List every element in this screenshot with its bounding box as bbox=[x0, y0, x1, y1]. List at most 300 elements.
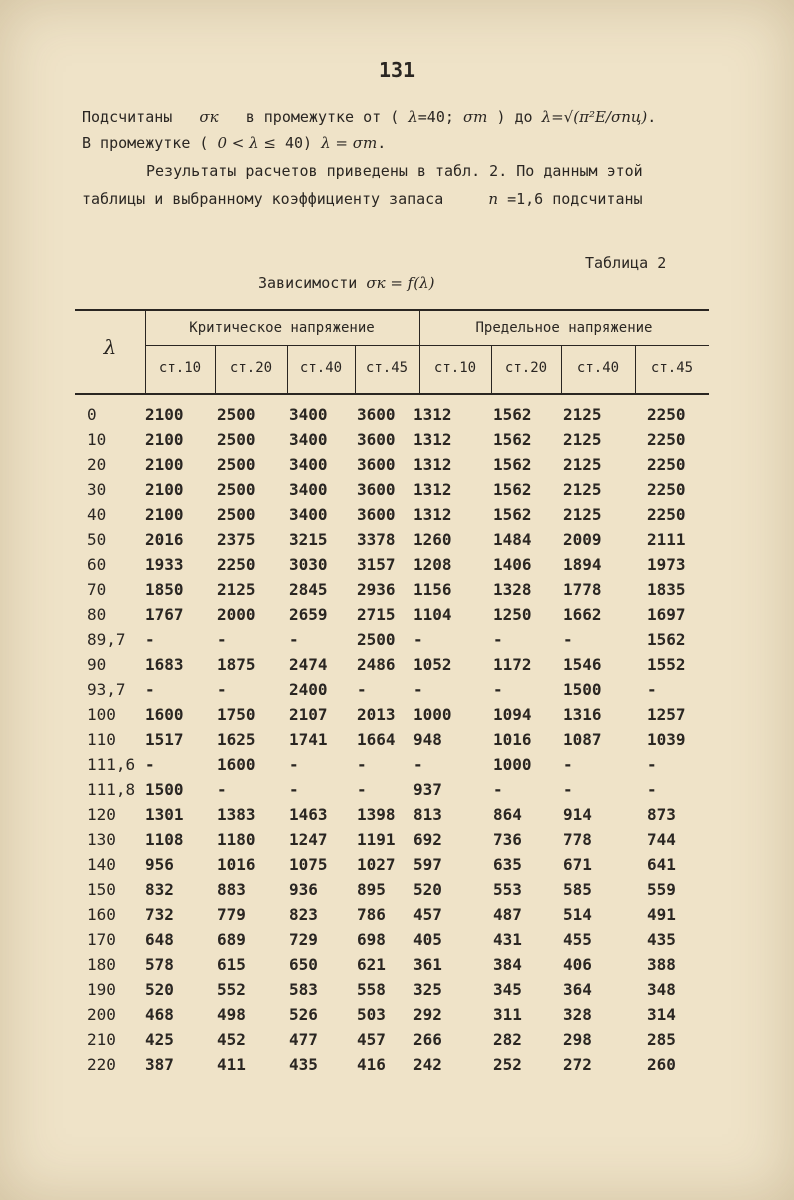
subheader: ст.10 bbox=[158, 360, 202, 376]
value-cell: 3600 bbox=[357, 430, 396, 449]
value-cell: 937 bbox=[413, 780, 442, 799]
lambda-cell: 50 bbox=[87, 530, 107, 549]
value-cell: 1552 bbox=[647, 655, 686, 674]
value-cell: 1316 bbox=[563, 705, 602, 724]
value-cell: 1312 bbox=[413, 405, 452, 424]
value-cell: 1894 bbox=[563, 555, 602, 574]
value-cell: 3400 bbox=[289, 505, 328, 524]
value-cell: 1973 bbox=[647, 555, 686, 574]
value-cell: 1750 bbox=[217, 705, 256, 724]
table-row bbox=[75, 730, 715, 755]
value-cell: - bbox=[563, 630, 573, 649]
value-cell: 1016 bbox=[217, 855, 256, 874]
value-cell: 1600 bbox=[145, 705, 184, 724]
table-row bbox=[75, 830, 715, 855]
value-cell: 813 bbox=[413, 805, 442, 824]
value-cell: 1383 bbox=[217, 805, 256, 824]
value-cell: 1664 bbox=[357, 730, 396, 749]
lambda-cell: 111,6 bbox=[87, 755, 136, 774]
table-row bbox=[75, 655, 715, 680]
lambda-cell: 140 bbox=[87, 855, 116, 874]
header-divider bbox=[145, 345, 709, 346]
value-cell: 597 bbox=[413, 855, 442, 874]
value-cell: 1546 bbox=[563, 655, 602, 674]
value-cell: - bbox=[289, 755, 299, 774]
table-row bbox=[75, 980, 715, 1005]
value-cell: 2845 bbox=[289, 580, 328, 599]
value-cell: 345 bbox=[493, 980, 522, 999]
value-cell: 1039 bbox=[647, 730, 686, 749]
text-fragment: . bbox=[377, 134, 387, 152]
value-cell: 873 bbox=[647, 805, 676, 824]
value-cell: 242 bbox=[413, 1055, 442, 1074]
value-cell: 3157 bbox=[357, 555, 396, 574]
value-cell: 559 bbox=[647, 880, 676, 899]
value-cell: 689 bbox=[217, 930, 246, 949]
lambda-cell: 180 bbox=[87, 955, 116, 974]
value-cell: 325 bbox=[413, 980, 442, 999]
value-cell: 2250 bbox=[647, 405, 686, 424]
value-cell: 1406 bbox=[493, 555, 532, 574]
table-row bbox=[75, 705, 715, 730]
lambda-cell: 20 bbox=[87, 455, 107, 474]
text-fragment: =1,6 подсчитаны bbox=[507, 190, 643, 208]
value-cell: 553 bbox=[493, 880, 522, 899]
lambda-cell: 170 bbox=[87, 930, 116, 949]
lambda-cell: 93,7 bbox=[87, 680, 126, 699]
value-cell: 520 bbox=[413, 880, 442, 899]
value-cell: 1052 bbox=[413, 655, 452, 674]
lambda-cell: 30 bbox=[87, 480, 107, 499]
lambda-formula: λ=√(π²E/σпц) bbox=[541, 108, 648, 126]
value-cell: 1625 bbox=[217, 730, 256, 749]
value-cell: - bbox=[145, 755, 155, 774]
value-cell: 2400 bbox=[289, 680, 328, 699]
value-cell: 578 bbox=[145, 955, 174, 974]
value-cell: 1562 bbox=[493, 480, 532, 499]
value-cell: 431 bbox=[493, 930, 522, 949]
value-cell: 779 bbox=[217, 905, 246, 924]
value-cell: 2107 bbox=[289, 705, 328, 724]
value-cell: 948 bbox=[413, 730, 442, 749]
text-fragment: таблицы и выбранному коэффициенту запаса bbox=[82, 190, 444, 208]
value-cell: 1767 bbox=[145, 605, 184, 624]
value-cell: - bbox=[217, 780, 227, 799]
value-cell: 1500 bbox=[563, 680, 602, 699]
table-row bbox=[75, 930, 715, 955]
value-cell: 1562 bbox=[493, 455, 532, 474]
value-cell: 832 bbox=[145, 880, 174, 899]
table-row bbox=[75, 855, 715, 880]
value-cell: 425 bbox=[145, 1030, 174, 1049]
value-cell: 2250 bbox=[647, 455, 686, 474]
value-cell: 2936 bbox=[357, 580, 396, 599]
lambda-header: λ bbox=[103, 335, 117, 359]
value-cell: 1260 bbox=[413, 530, 452, 549]
subheader: ст.10 bbox=[433, 360, 477, 376]
value-cell: 3600 bbox=[357, 455, 396, 474]
group-header-critical: Критическое напряжение bbox=[189, 320, 375, 336]
value-cell: 3400 bbox=[289, 405, 328, 424]
value-cell: 2500 bbox=[217, 480, 256, 499]
value-cell: 1933 bbox=[145, 555, 184, 574]
value-cell: 1562 bbox=[493, 505, 532, 524]
lambda-cell: 0 bbox=[87, 405, 97, 424]
value-cell: 1108 bbox=[145, 830, 184, 849]
value-cell: 2715 bbox=[357, 605, 396, 624]
value-cell: 285 bbox=[647, 1030, 676, 1049]
value-cell: 671 bbox=[563, 855, 592, 874]
table-body bbox=[75, 405, 715, 1080]
sigma-t-symbol: σт bbox=[462, 108, 488, 126]
lambda-cell: 40 bbox=[87, 505, 107, 524]
table-row bbox=[75, 1055, 715, 1080]
value-cell: 311 bbox=[493, 1005, 522, 1024]
value-cell: 1778 bbox=[563, 580, 602, 599]
value-cell: 3600 bbox=[357, 405, 396, 424]
value-cell: 1301 bbox=[145, 805, 184, 824]
value-cell: 1000 bbox=[413, 705, 452, 724]
table-row bbox=[75, 755, 715, 780]
value-cell: 292 bbox=[413, 1005, 442, 1024]
value-cell: 692 bbox=[413, 830, 442, 849]
lambda-cell: 90 bbox=[87, 655, 107, 674]
value-cell: 1104 bbox=[413, 605, 452, 624]
value-cell: - bbox=[413, 630, 423, 649]
value-cell: 364 bbox=[563, 980, 592, 999]
value-cell: 2500 bbox=[217, 455, 256, 474]
value-cell: 514 bbox=[563, 905, 592, 924]
table-row bbox=[75, 955, 715, 980]
value-cell: 3030 bbox=[289, 555, 328, 574]
value-cell: 558 bbox=[357, 980, 386, 999]
table-row bbox=[75, 880, 715, 905]
table-row bbox=[75, 1030, 715, 1055]
value-cell: 2125 bbox=[217, 580, 256, 599]
table-row bbox=[75, 780, 715, 805]
table-row bbox=[75, 605, 715, 630]
paragraph-line-1 bbox=[82, 108, 656, 126]
value-cell: 1087 bbox=[563, 730, 602, 749]
value-cell: 2100 bbox=[145, 430, 184, 449]
value-cell: 1027 bbox=[357, 855, 396, 874]
value-cell: 729 bbox=[289, 930, 318, 949]
value-cell: 2013 bbox=[357, 705, 396, 724]
value-cell: - bbox=[563, 755, 573, 774]
lambda-cell: 160 bbox=[87, 905, 116, 924]
value-cell: - bbox=[357, 755, 367, 774]
group-header-limit: Предельное напряжение bbox=[475, 320, 653, 336]
value-cell: 2111 bbox=[647, 530, 686, 549]
value-cell: - bbox=[647, 780, 657, 799]
value-cell: 552 bbox=[217, 980, 246, 999]
value-cell: 3600 bbox=[357, 505, 396, 524]
lambda-cell: 100 bbox=[87, 705, 116, 724]
value-cell: 2500 bbox=[357, 630, 396, 649]
lambda-eq-sigma-formula: λ = σт bbox=[321, 134, 378, 152]
value-cell: 936 bbox=[289, 880, 318, 899]
value-cell: 498 bbox=[217, 1005, 246, 1024]
value-cell: - bbox=[413, 680, 423, 699]
value-cell: 2125 bbox=[563, 430, 602, 449]
value-cell: 2100 bbox=[145, 455, 184, 474]
value-cell: 1312 bbox=[413, 480, 452, 499]
value-cell: 1562 bbox=[493, 405, 532, 424]
table-row bbox=[75, 455, 715, 480]
value-cell: - bbox=[563, 780, 573, 799]
value-cell: - bbox=[493, 680, 503, 699]
subheader: ст.20 bbox=[504, 360, 548, 376]
value-cell: 2500 bbox=[217, 430, 256, 449]
value-cell: 823 bbox=[289, 905, 318, 924]
value-cell: 883 bbox=[217, 880, 246, 899]
value-cell: - bbox=[145, 680, 155, 699]
value-cell: 3400 bbox=[289, 430, 328, 449]
value-cell: 1328 bbox=[493, 580, 532, 599]
value-cell: 732 bbox=[145, 905, 174, 924]
value-cell: 3378 bbox=[357, 530, 396, 549]
table-title-text: Зависимости bbox=[258, 274, 358, 292]
value-cell: 2474 bbox=[289, 655, 328, 674]
value-cell: 348 bbox=[647, 980, 676, 999]
value-cell: 361 bbox=[413, 955, 442, 974]
value-cell: 1683 bbox=[145, 655, 184, 674]
lambda-cell: 130 bbox=[87, 830, 116, 849]
lambda-cell: 110 bbox=[87, 730, 116, 749]
value-cell: 786 bbox=[357, 905, 386, 924]
value-cell: 1191 bbox=[357, 830, 396, 849]
lambda-cell: 80 bbox=[87, 605, 107, 624]
text-fragment: в промежутке от ( bbox=[245, 108, 400, 126]
table-row bbox=[75, 805, 715, 830]
value-cell: 2250 bbox=[647, 505, 686, 524]
value-cell: 411 bbox=[217, 1055, 246, 1074]
lambda-cell: 120 bbox=[87, 805, 116, 824]
value-cell: 1835 bbox=[647, 580, 686, 599]
value-cell: 1875 bbox=[217, 655, 256, 674]
text-fragment: =40; bbox=[417, 108, 454, 126]
value-cell: - bbox=[413, 755, 423, 774]
value-cell: 641 bbox=[647, 855, 676, 874]
value-cell: 1463 bbox=[289, 805, 328, 824]
value-cell: 1562 bbox=[647, 630, 686, 649]
table-row bbox=[75, 905, 715, 930]
value-cell: 314 bbox=[647, 1005, 676, 1024]
value-cell: 477 bbox=[289, 1030, 318, 1049]
lambda-cell: 150 bbox=[87, 880, 116, 899]
value-cell: 1312 bbox=[413, 430, 452, 449]
n-symbol: n bbox=[488, 190, 499, 208]
value-cell: - bbox=[493, 630, 503, 649]
value-cell: 621 bbox=[357, 955, 386, 974]
value-cell: 778 bbox=[563, 830, 592, 849]
subheader: ст.45 bbox=[650, 360, 694, 376]
value-cell: 1250 bbox=[493, 605, 532, 624]
value-cell: 1697 bbox=[647, 605, 686, 624]
table-row bbox=[75, 505, 715, 530]
value-cell: 3400 bbox=[289, 480, 328, 499]
lambda-cell: 200 bbox=[87, 1005, 116, 1024]
range-formula: 0 < λ ≤ bbox=[217, 134, 276, 152]
value-cell: 2250 bbox=[647, 480, 686, 499]
value-cell: 864 bbox=[493, 805, 522, 824]
value-cell: 2250 bbox=[647, 430, 686, 449]
value-cell: 457 bbox=[357, 1030, 386, 1049]
value-cell: 635 bbox=[493, 855, 522, 874]
lambda-cell: 89,7 bbox=[87, 630, 126, 649]
lambda-cell: 10 bbox=[87, 430, 107, 449]
text-fragment: 40) bbox=[285, 134, 313, 152]
value-cell: - bbox=[289, 630, 299, 649]
subheader: ст.40 bbox=[576, 360, 620, 376]
value-cell: 2125 bbox=[563, 455, 602, 474]
value-cell: 1662 bbox=[563, 605, 602, 624]
table-row bbox=[75, 1005, 715, 1030]
paragraph-line-2 bbox=[82, 134, 386, 152]
table-title bbox=[258, 274, 434, 292]
value-cell: 2016 bbox=[145, 530, 184, 549]
value-cell: 455 bbox=[563, 930, 592, 949]
value-cell: 895 bbox=[357, 880, 386, 899]
value-cell: 736 bbox=[493, 830, 522, 849]
table-title-formula: σк = f(λ) bbox=[366, 274, 435, 292]
table-row bbox=[75, 430, 715, 455]
lambda-cell: 111,8 bbox=[87, 780, 136, 799]
value-cell: 2500 bbox=[217, 505, 256, 524]
value-cell: 435 bbox=[647, 930, 676, 949]
value-cell: 1517 bbox=[145, 730, 184, 749]
table-row bbox=[75, 555, 715, 580]
value-cell: 388 bbox=[647, 955, 676, 974]
lambda-cell: 70 bbox=[87, 580, 107, 599]
value-cell: 2000 bbox=[217, 605, 256, 624]
value-cell: 252 bbox=[493, 1055, 522, 1074]
value-cell: - bbox=[493, 780, 503, 799]
value-cell: 956 bbox=[145, 855, 174, 874]
value-cell: 2100 bbox=[145, 480, 184, 499]
value-cell: 416 bbox=[357, 1055, 386, 1074]
paragraph-line-3: Результаты расчетов приведены в табл. 2. По данным этой bbox=[146, 162, 643, 180]
value-cell: 583 bbox=[289, 980, 318, 999]
subheader: ст.45 bbox=[365, 360, 409, 376]
table-row bbox=[75, 405, 715, 430]
value-cell: 914 bbox=[563, 805, 592, 824]
value-cell: 452 bbox=[217, 1030, 246, 1049]
page-number: 131 bbox=[378, 58, 416, 82]
value-cell: 648 bbox=[145, 930, 174, 949]
lambda-cell: 210 bbox=[87, 1030, 116, 1049]
lambda-cell: 190 bbox=[87, 980, 116, 999]
value-cell: 2659 bbox=[289, 605, 328, 624]
table-row bbox=[75, 530, 715, 555]
value-cell: 2375 bbox=[217, 530, 256, 549]
value-cell: - bbox=[145, 630, 155, 649]
text-fragment: . bbox=[647, 108, 657, 126]
value-cell: 282 bbox=[493, 1030, 522, 1049]
value-cell: 1398 bbox=[357, 805, 396, 824]
table-row bbox=[75, 480, 715, 505]
value-cell: 1000 bbox=[493, 755, 532, 774]
value-cell: 698 bbox=[357, 930, 386, 949]
value-cell: 1312 bbox=[413, 455, 452, 474]
paragraph-line-4 bbox=[82, 190, 643, 208]
value-cell: - bbox=[289, 780, 299, 799]
value-cell: 298 bbox=[563, 1030, 592, 1049]
value-cell: 328 bbox=[563, 1005, 592, 1024]
lambda-cell: 220 bbox=[87, 1055, 116, 1074]
value-cell: 491 bbox=[647, 905, 676, 924]
value-cell: 272 bbox=[563, 1055, 592, 1074]
value-cell: 3215 bbox=[289, 530, 328, 549]
value-cell: 487 bbox=[493, 905, 522, 924]
text-fragment: В промежутке ( bbox=[82, 134, 209, 152]
value-cell: 520 bbox=[145, 980, 174, 999]
value-cell: 260 bbox=[647, 1055, 676, 1074]
table-header bbox=[75, 309, 709, 395]
value-cell: 2500 bbox=[217, 405, 256, 424]
value-cell: 2250 bbox=[217, 555, 256, 574]
sigma-k-symbol: σк bbox=[199, 108, 219, 126]
table-row bbox=[75, 630, 715, 655]
value-cell: 3400 bbox=[289, 455, 328, 474]
lambda-cell: 60 bbox=[87, 555, 107, 574]
text-fragment: ) до bbox=[496, 108, 533, 126]
value-cell: 1500 bbox=[145, 780, 184, 799]
value-cell: 2125 bbox=[563, 405, 602, 424]
value-cell: - bbox=[647, 755, 657, 774]
value-cell: 2125 bbox=[563, 505, 602, 524]
value-cell: 1562 bbox=[493, 430, 532, 449]
table-row bbox=[75, 680, 715, 705]
value-cell: 744 bbox=[647, 830, 676, 849]
value-cell: 1156 bbox=[413, 580, 452, 599]
value-cell: - bbox=[217, 680, 227, 699]
value-cell: - bbox=[647, 680, 657, 699]
value-cell: 1741 bbox=[289, 730, 328, 749]
value-cell: 387 bbox=[145, 1055, 174, 1074]
value-cell: 615 bbox=[217, 955, 246, 974]
value-cell: 435 bbox=[289, 1055, 318, 1074]
value-cell: 266 bbox=[413, 1030, 442, 1049]
table-label: Таблица 2 bbox=[585, 254, 667, 272]
value-cell: - bbox=[357, 780, 367, 799]
value-cell: 1247 bbox=[289, 830, 328, 849]
value-cell: 650 bbox=[289, 955, 318, 974]
value-cell: 1172 bbox=[493, 655, 532, 674]
value-cell: 1016 bbox=[493, 730, 532, 749]
value-cell: 1312 bbox=[413, 505, 452, 524]
value-cell: 1094 bbox=[493, 705, 532, 724]
value-cell: 1484 bbox=[493, 530, 532, 549]
value-cell: 457 bbox=[413, 905, 442, 924]
value-cell: 405 bbox=[413, 930, 442, 949]
subheader: ст.40 bbox=[299, 360, 343, 376]
text-fragment: Подсчитаны bbox=[82, 108, 173, 126]
value-cell: 1208 bbox=[413, 555, 452, 574]
value-cell: 1075 bbox=[289, 855, 328, 874]
value-cell: - bbox=[357, 680, 367, 699]
value-cell: 1850 bbox=[145, 580, 184, 599]
value-cell: 384 bbox=[493, 955, 522, 974]
value-cell: 2486 bbox=[357, 655, 396, 674]
value-cell: 526 bbox=[289, 1005, 318, 1024]
value-cell: 406 bbox=[563, 955, 592, 974]
value-cell: 503 bbox=[357, 1005, 386, 1024]
value-cell: 585 bbox=[563, 880, 592, 899]
table-row bbox=[75, 580, 715, 605]
value-cell: 1257 bbox=[647, 705, 686, 724]
value-cell: 1600 bbox=[217, 755, 256, 774]
